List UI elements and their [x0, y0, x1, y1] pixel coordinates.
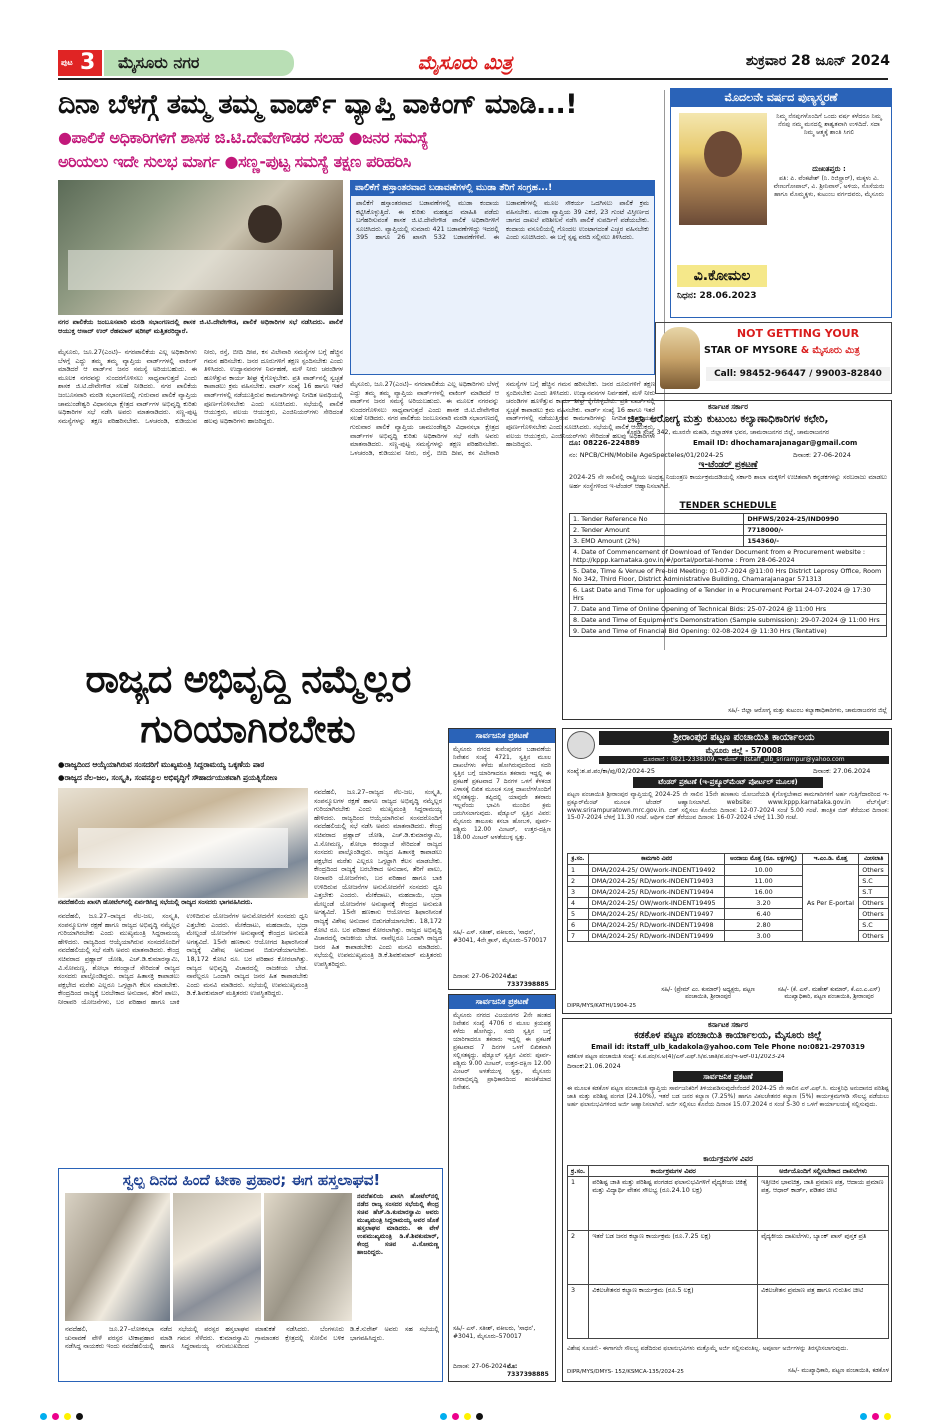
lead-headline: ದಿನಾ ಬೆಳಗ್ಗೆ ತಮ್ಮ ತಮ್ಮ ವಾರ್ಡ್ ವ್ಯಾಪ್ತಿ ವಾಕಿಂಗ್ ಮಾಡಿ...!	[58, 89, 578, 120]
sp-cell-reservation: S.C	[859, 920, 889, 931]
sp-column-header: ಮೀಸಲಾತಿ	[859, 854, 889, 865]
sp-works-table	[567, 853, 889, 942]
muda-box-body: ಪಾಲಿಕೆಗೆ ಹಸ್ತಾಂತರವಾದ ಬಡಾವಣೆಗಳಲ್ಲಿ ಮುಡಾ ಕಂದಾಯ ಕಟ್ಟಿಸಿಕೊಳ್ಳುತ್ತಿದೆ. ಈ ಕುರಿತು ಮಹತ್ವದ ಮಾಹಿತಿ ಪಡೆದು ಬಗೆಹರಿಸುವಂತೆ ಶಾಸಕ ಜಿ.ಟಿ.ದೇವೇಗೌಡ ಪಾಲಿಕೆ ಅಧಿಕಾರಿಗಳಿಗೆ ಸೂಚಿಸಿದರು. ವ್ಯಾಪ್ತಿಯಲ್ಲಿ ಸುಮಾರು 421 ಬಡಾವಣೆಗಳಿದ್ದು ಇದರಲ್ಲಿ 395 ಹಾಗೂ 26 ಖಾಸಗಿ 532 ಬಡಾವಣೆಗಳಿವೆ. ಈ ಬಡಾವಣೆಗಳಲ್ಲಿ ಮೂಲ ಸೌಕರ್ಯ ಒದಗಿಸಲು ಪಾಲಿಕೆ ಕ್ರಮ ವಹಿಸಬೇಕು. ಮುಡಾ ವ್ಯಾಪ್ತಿಯ 39 ಎಕರೆ, 23 ಗುಂಟೆ ವಿಸ್ತೀರ್ಣದ ಜಾಗದ ದಾಖಲೆ ಪರಿಶೀಲನೆ ನಡೆಸಿ ಪಾಲಿಕೆ ಸುಪರ್ದಿಗೆ ಪಡೆಯಬೇಕು. ಕಂದಾಯ ವಸೂಲಿಯಲ್ಲಿ ಗೊಂದಲ ಉಂಟಾಗದಂತೆ ಎಚ್ಚರ ವಹಿಸಬೇಕು ಎಂದು ಸೂಚಿಸಿದರು. ಈ ಬಗ್ಗೆ ಸ್ಪಷ್ಟ ವರದಿ ಸಲ್ಲಿಸಲು ತಿಳಿಸಿದರು.	[356, 199, 649, 242]
masthead-rule	[58, 78, 888, 80]
lead-photo-meeting	[58, 180, 343, 315]
paper-logo: ಮೈಸೂರು ಮಿತ್ರ	[417, 52, 513, 74]
muda-box	[350, 180, 655, 375]
kd-column-header: ಕಾರ್ಯಕ್ರಮಗಳ ವಿವರ	[589, 1166, 758, 1177]
promo-amp: &	[800, 345, 810, 356]
ht-schedule-item: 8. Date and Time of Equipment's Demonstration (Sample submission): 29-07-2024 @ 11:00 Hrs	[570, 615, 887, 626]
sp-cell-work: DMA/2024-25/ RD/work-INDENT19497	[588, 909, 725, 920]
sp-cell-n: 1	[568, 865, 589, 876]
sp-cell-work: DMA/2024-25/ OW/work-INDENT19492	[588, 865, 725, 876]
lead-subheading-2: ಅರಿಯಲು ಇದೇ ಸುಲಭ ಮಾರ್ಗ ●ಸಣ್ಣ-ಪುಟ್ಟ ಸಮಸ್ಯೆ ತಕ್ಷಣ ಪರಿಹರಿಸಿ	[58, 152, 411, 171]
story3-photo-handshake-1	[65, 1193, 170, 1321]
ht-intro: 2024-25 ನೇ ಸಾಲಿನಲ್ಲಿ ರಾಷ್ಟ್ರೀಯ ಅಂಧತ್ವ ನಿಯಂತ್ರಣ ಕಾರ್ಯಕ್ರಮದಡಿಯಲ್ಲಿ ಸರ್ಕಾರಿ ಶಾಲಾ ಮಕ್ಕಳಿಗೆ ಉಚಿತವಾಗಿ ಕನ್ನಡಕಗಳನ್ನು ಸರಬರಾಜು ಮಾಡಲು ಅರ್ಹ ಸಂಸ್ಥೆಗಳಿಂದ ಇ-ಟೆಂಡರ್ ಆಹ್ವಾನಿಸಲಾಗಿದೆ.	[569, 473, 887, 490]
sp-table-row	[568, 865, 889, 876]
kd-ref: ಕಡಕೊಳ ಪಟ್ಟಣ ಪಂಚಾಯಿತಿ ಸಂಖ್ಯೆ: ಕ.ಪ.ಪಂ/ಸ.ಅ(4)/ಎಸ್.ಎಫ್.ಸಿ/ಪ.ಜಾತಿ/ಪ.ಪಂ/ಇ-ಆರ್-01/2023-24	[567, 1054, 785, 1060]
promo-line-1: NOT GETTING YOUR	[736, 327, 860, 340]
sp-cell-n: 5	[568, 909, 589, 920]
registration-mark-magenta-2	[452, 1413, 459, 1420]
story2-body-right: ನವದೆಹಲಿ, ಜೂ.27–ರಾಜ್ಯದ ನೆಲ-ಜಲ, ಸಂಸ್ಕೃತಿ, ಸಂಪನ್ಮೂಲಗಳ ರಕ್ಷಣೆ ಹಾಗೂ ರಾಜ್ಯದ ಅಭಿವೃದ್ಧಿ ನಮ್ಮೆಲ್ಲರ ಗುರಿಯಾಗಿರಬೇಕು ಎಂದು ಮುಖ್ಯಮಂತ್ರಿ ಸಿದ್ದರಾಮಯ್ಯ ಹೇಳಿದರು. ರಾಜ್ಯದಿಂದ ಆಯ್ಕೆಯಾಗಿರುವ ಸಂಸದರೊಂದಿಗೆ ನವದೆಹಲಿಯಲ್ಲಿ ಸಭೆ ನಡೆಸಿ ಅವರು ಮಾತನಾಡಿದರು. ಕೇಂದ್ರ ಸಚಿವರಾದ ಪ್ರಹ್ಲಾದ್ ಜೋಶಿ, ಎಚ್.ಡಿ.ಕುಮಾರಸ್ವಾಮಿ, ವಿ.ಸೋಮಣ್ಣ, ಶೋಭಾ ಕರಂದ್ಲಾಜೆ ಸೇರಿದಂತೆ ರಾಜ್ಯದ ಸಂಸದರು ಪಾಲ್ಗೊಂಡಿದ್ದರು. ರಾಜ್ಯದ ಹಿತಾಸಕ್ತಿ ಕಾಪಾಡಲು ಪಕ್ಷಭೇದ ಮರೆತು ಎಲ್ಲರೂ ಒಗ್ಗಟ್ಟಾಗಿ ಕೆಲಸ ಮಾಡಬೇಕು. ಕೇಂದ್ರದಿಂದ ರಾಜ್ಯಕ್ಕೆ ಬರಬೇಕಾದ ಅನುದಾನ, ತೆರಿಗೆ ಪಾಲು, ನೀರಾವರಿ ಯೋಜನೆಗಳು, ಬರ ಪರಿಹಾರ ಹಾಗೂ ಬಾಕಿ ಉಳಿದಿರುವ ಯೋಜನೆಗಳ ಅನುಮೋದನೆಗೆ ಸಂಸದರು ಧ್ವನಿ ಎತ್ತಬೇಕು ಎಂದರು. ಮೇಕೆದಾಟು, ಮಹದಾಯಿ, ಭದ್ರಾ ಮೇಲ್ದಂಡೆ ಯೋಜನೆಗಳ ಅನುಷ್ಠಾನಕ್ಕೆ ಕೇಂದ್ರದ ಅನುಮತಿ ಅಗತ್ಯವಿದೆ. 15ನೇ ಹಣಕಾಸು ಆಯೋಗದ ಶಿಫಾರಸಿನಂತೆ ರಾಜ್ಯಕ್ಕೆ ವಿಶೇಷ ಅನುದಾನ ಬಿಡುಗಡೆಯಾಗಬೇಕು. 18,172 ಕೋಟಿ ರೂ. ಬರ ಪರಿಹಾರ ಕೋರಲಾಗಿತ್ತು. ರಾಜ್ಯದ ಅಭಿವೃದ್ಧಿ ವಿಚಾರದಲ್ಲಿ ರಾಜಕೀಯ ಬೇಡ. ನಾವೆಲ್ಲರೂ ಒಂದಾಗಿ ರಾಜ್ಯದ ಜನರ ಹಿತ ಕಾಪಾಡಬೇಕು ಎಂದು ಮನವಿ ಮಾಡಿದರು. ಸಭೆಯಲ್ಲಿ ಉಪಮುಖ್ಯಮಂತ್ರಿ ಡಿ.ಕೆ.ಶಿವಕುಮಾರ್ ಮತ್ತಿತರರು ಉಪಸ್ಥಿತರಿದ್ದರು.	[314, 788, 442, 968]
sp-sign-left: ಸಹಿ/- (ಪ್ರೇಮ್ ಎಂ. ಕುಮಾರ್) ಅಧ್ಯಕ್ಷರು, ಪಟ್ಟಣ ಪಂಚಾಯಿತಿ, ಶ್ರೀರಾಂಪುರ	[661, 987, 755, 1000]
ht-schedule-row	[570, 604, 887, 615]
ht-sign: ಸಹಿ/- ಜಿಲ್ಲಾ ಆರೋಗ್ಯ ಮತ್ತು ಕುಟುಂಬ ಕಲ್ಯಾಣಾಧಿಕಾರಿಗಳು, ಚಾಮರಾಜನಗರ ಜಿಲ್ಲೆ	[728, 707, 887, 714]
pn1-date: ದಿನಾಂಕ: 27-06-2024	[453, 973, 507, 980]
lead-subheading-1: ●ಪಾಲಿಕೆ ಅಧಿಕಾರಿಗಳಿಗೆ ಶಾಸಕ ಜಿ.ಟಿ.ದೇವೇಗೌಡರ ಸಲಹೆ ●ಜನರ ಸಮಸ್ಯೆ	[58, 128, 429, 147]
lead-body-continued: ಮೈಸೂರು, ಜೂ.27(ಎಂಟಿ)– ನಗರಪಾಲಿಕೆಯ ಎಲ್ಲ ಅಧಿಕಾರಿಗಳು ಬೆಳಗ್ಗೆ ಎದ್ದು ತಮ್ಮ ತಮ್ಮ ವ್ಯಾಪ್ತಿಯ ವಾರ್ಡ್‌ಗಳಲ್ಲಿ ವಾಕಿಂಗ್ ಮಾಡಿದರೆ ಆ ವಾರ್ಡ್‌ನ ಜನರ ಸಮಸ್ಯೆ ಅರಿಯಬಹುದು. ಈ ಮೂಲಕ ನಗರವನ್ನು ಸುಂದರಗೊಳಿಸಲು ಸಾಧ್ಯವಾಗುತ್ತದೆ ಎಂದು ಶಾಸಕ ಜಿ.ಟಿ.ದೇವೇಗೌಡ ಸಲಹೆ ನೀಡಿದರು. ನಗರ ಪಾಲಿಕೆಯ ಜಂಬೂಸವಾರಿ ಮರಡಿ ಸಭಾಂಗಣದಲ್ಲಿ ಗುರುವಾರ ಪಾಲಿಕೆ ವ್ಯಾಪ್ತಿಯ ಚಾಮುಂಡೇಶ್ವರಿ ವಿಧಾನಸಭಾ ಕ್ಷೇತ್ರದ ವಾರ್ಡ್‌ಗಳ ಅಭಿವೃದ್ಧಿ ಕುರಿತು ಅಧಿಕಾರಿಗಳ ಸಭೆ ನಡೆಸಿ ಅವರು ಮಾತನಾಡಿದರು. ಸಣ್ಣ-ಪುಟ್ಟ ಸಮಸ್ಯೆಗಳನ್ನು ತಕ್ಷಣ ಪರಿಹರಿಸಬೇಕು. ಒಳಚರಂಡಿ, ಕುಡಿಯುವ ನೀರು, ರಸ್ತೆ, ಬೀದಿ ದೀಪ, ಕಸ ವಿಲೇವಾರಿ ಸಮಸ್ಯೆಗಳ ಬಗ್ಗೆ ಹೆಚ್ಚಿನ ಗಮನ ಹರಿಸಬೇಕು. ಜನರ ದೂರುಗಳಿಗೆ ತಕ್ಷಣ ಸ್ಪಂದಿಸಬೇಕು ಎಂದು ತಿಳಿಸಿದರು. ಉದ್ಯಾನವನಗಳ ನಿರ್ವಹಣೆ, ಮಳೆ ನೀರು ಚರಂಡಿಗಳ ಹೂಳೆತ್ತುವ ಕಾರ್ಯ ಶೀಘ್ರ ಕೈಗೊಳ್ಳಬೇಕು. ಪ್ರತಿ ವಾರ್ಡ್‌ನಲ್ಲಿ ಸ್ವಚ್ಛತೆ ಕಾಪಾಡಲು ಕ್ರಮ ವಹಿಸಬೇಕು. ವಾರ್ಡ್ ಸಂಖ್ಯೆ 16 ಹಾಗೂ ಇತರೆ ವಾರ್ಡ್‌ಗಳಲ್ಲಿ ನಡೆಯುತ್ತಿರುವ ಕಾಮಗಾರಿಗಳನ್ನು ನಿಗದಿತ ಅವಧಿಯಲ್ಲಿ ಪೂರ್ಣಗೊಳಿಸಬೇಕು ಎಂದು ಸೂಚಿಸಿದರು. ಸಭೆಯಲ್ಲಿ ಪಾಲಿಕೆ ಆಯುಕ್ತರು, ವಲಯ ಆಯುಕ್ತರು, ಎಂಜಿನಿಯರ್‌ಗಳು ಸೇರಿದಂತೆ ಹಲವು ಅಧಿಕಾರಿಗಳು ಹಾಜರಿದ್ದರು.	[350, 380, 655, 457]
obituary-death-date: ನಿಧನ: 28.06.2023	[677, 291, 757, 301]
sp-cell-reservation: S.C	[859, 876, 889, 887]
registration-mark-black-2	[476, 1413, 483, 1420]
ht-schedule-value: DHFWS/2024-25/IND0990	[744, 514, 887, 525]
story3-side-text: ನವದೆಹಲಿಯ ಖಾಸಗಿ ಹೋಟೆಲ್‌ನಲ್ಲಿ ನಡೆದ ರಾಜ್ಯ ಸಂಸದರ ಸಭೆಯಲ್ಲಿ ಕೇಂದ್ರ ಸಚಿವ ಹೆಚ್.ಡಿ.ಕುಮಾರಸ್ವಾಮಿ ಅವರು ಮುಖ್ಯಮಂತ್ರಿ ಸಿದ್ದರಾಮಯ್ಯ ಅವರ ಜೊತೆ ಹಸ್ತಲಾಘವ ಮಾಡಿದರು. ಈ ವೇಳೆ ಉಪಮುಖ್ಯಮಂತ್ರಿ ಡಿ.ಕೆ.ಶಿವಕುಮಾರ್, ಕೇಂದ್ರ ಸಚಿವ ವಿ.ಸೋಮಣ್ಣ ಹಾಜರಿದ್ದರು.	[357, 1193, 439, 1256]
registration-mark-black	[76, 1413, 83, 1420]
ht-email: Email ID: dhochamarajanagar@gmail.com	[693, 439, 858, 447]
ht-schedule-item: 3. EMD Amount (2%)	[570, 536, 744, 547]
muda-box-title: ಪಾಲಿಕೆಗೆ ಹಸ್ತಾಂತರವಾದ ಬಡಾವಣೆಗಳಲ್ಲಿ ಮುಡಾ ತೆರಿಗೆ ಸಂಗ್ರಹ...!	[351, 181, 654, 196]
story2-headline-2: ಗುರಿಯಾಗಿರಬೇಕು	[140, 707, 356, 751]
section-name: ಮೈಸೂರು ನಗರ	[118, 53, 200, 72]
story2-photo-delegation	[58, 788, 308, 898]
obituary-photo	[679, 113, 767, 225]
registration-mark-yellow-3	[884, 1413, 891, 1420]
kd-cell-n: 3	[568, 1285, 589, 1339]
sp-cell-reservation: Others	[859, 898, 889, 909]
ht-office: ಜಿಲ್ಲಾ ಆರೋಗ್ಯ ಮತ್ತು ಕುಟುಂಬ ಕಲ್ಯಾಣಾಧಿಕಾರಿಗಳ ಕಛೇರಿ,	[627, 413, 829, 425]
sp-column-header: ಕಾಮಗಾರಿ ವಿವರ	[588, 854, 725, 865]
kd-table-row	[568, 1177, 889, 1231]
masthead	[0, 0, 945, 80]
sp-district: ಮೈಸೂರು ಜಿಲ್ಲೆ - 570008	[705, 746, 783, 755]
sp-cell-amt: 11.00	[725, 876, 802, 887]
ht-phone: ದೂ: 08226-224889	[569, 439, 640, 447]
kd-note: ವಿಶೇಷ ಸೂಚನೆ:- ಈಗಾಗಲೇ ಸೌಲಭ್ಯ ಪಡೆದಿರುವ ಫಲಾನುಭವಿಗಳು ಮತ್ತೊಮ್ಮೆ ಅರ್ಜಿ ಸಲ್ಲಿಸುವಂತಿಲ್ಲ. ಅಪೂರ್ಣ ಅರ್ಜಿಗಳನ್ನು ತಿರಸ್ಕರಿಸಲಾಗುವುದು.	[567, 1345, 849, 1352]
kd-cell-docs: ವೈದ್ಯಕೀಯ ದಾಖಲೆಗಳು, ಬ್ಯಾಂಕ್ ಪಾಸ್ ಪುಸ್ತಕ ಪ್ರತಿ	[758, 1231, 889, 1285]
pn1-title: ಸಾರ್ವಜನಿಕ ಪ್ರಕಟಣೆ	[449, 729, 555, 743]
obituary-tribute: ನಿಮ್ಮ ನೆನಪುಗಳೊಂದಿಗೆ ಒಂದು ವರ್ಷ ಕಳೆದರೂ ನಿಮ್ಮ ನೆನಪು ನಮ್ಮ ಮನದಲ್ಲಿ ಶಾಶ್ವತವಾಗಿ ಉಳಿದಿದೆ. ಸದಾ ನಿಮ್ಮ ಆತ್ಮಕ್ಕೆ ಶಾಂತಿ ಸಿಗಲಿ	[776, 113, 882, 136]
kd-office: ಕಡಕೊಳ ಪಟ್ಟಣ ಪಂಚಾಯಿತಿ ಕಾರ್ಯಾಲಯ, ಮೈಸೂರು ಜಿಲ್ಲೆ	[634, 1030, 822, 1041]
pn2-date: ದಿನಾಂಕ: 27-06-2024	[453, 1363, 507, 1370]
ht-date: ದಿನಾಂಕ: 27-06-2024	[793, 451, 851, 459]
pn2-body: ಮೈಸೂರು ನಗರದ ವಿಜಯನಗರ 2ನೇ ಹಂತದ ನಿವೇಶನ ಸಂಖ್ಯೆ 4706 ರ ಮೂಲ ಕ್ರಯಪತ್ರ ಕಳೆದು ಹೋಗಿದ್ದು, ಸದರಿ ಸ್ವತ್ತಿನ ಬಗ್ಗೆ ಯಾರಿಗಾದರೂ ತಕರಾರು ಇದ್ದಲ್ಲಿ ಈ ಪ್ರಕಟಣೆ ಪ್ರಕಟವಾದ 7 ದಿನಗಳ ಒಳಗೆ ಲಿಖಿತವಾಗಿ ಸಲ್ಲಿಸತಕ್ಕದ್ದು. ಷೆಡ್ಯೂಲ್ ಸ್ವತ್ತಿನ ವಿವರ: ಪೂರ್ವ-ಪಶ್ಚಿಮ 9.00 ಮೀಟರ್, ಉತ್ತರ-ದಕ್ಷಿಣ 12.00 ಮೀಟರ್ ಅಳತೆಯುಳ್ಳ ಸ್ವತ್ತು, ಮೈಸೂರು ನಗರಾಭಿವೃದ್ಧಿ ಪ್ರಾಧಿಕಾರದಿಂದ ಹಂಚಿಕೆಯಾದ ನಿವೇಶನ.	[453, 1012, 551, 1091]
sp-cell-amt: 16.00	[725, 887, 802, 898]
kd-cell-docs: ಇತ್ತೀಚಿನ ಭಾವಚಿತ್ರ, ಜಾತಿ ಪ್ರಮಾಣ ಪತ್ರ, ಆದಾಯ ಪ್ರಮಾಣ ಪತ್ರ, ಆಧಾರ್ ಕಾರ್ಡ್, ಪಡಿತರ ಚೀಟಿ	[758, 1177, 889, 1231]
sp-title: ಟೆಂಡರ್ ಪ್ರಕಟಣೆ (ಇ-ಪ್ರಕ್ಯೂರ್‌ಮೆಂಟ್ ಪೋರ್ಟಲ್ ಮೂಲಕ)	[633, 777, 823, 788]
kd-column-header: ಅರ್ಜಿಯೊಂದಿಗೆ ಸಲ್ಲಿಸಬೇಕಾದ ದಾಖಲೆಗಳು	[758, 1166, 889, 1177]
registration-mark-magenta-3	[872, 1413, 879, 1420]
sp-cell-n: 2	[568, 876, 589, 887]
sp-cell-n: 3	[568, 887, 589, 898]
sp-cell-emd: As Per E-portal	[802, 865, 859, 942]
sp-cell-amt: 3.00	[725, 931, 802, 942]
promo-mysuru-mitra: ಮೈಸೂರು ಮಿತ್ರ	[812, 345, 860, 356]
sp-sign-right: ಸಹಿ/- (ಕೆ. ಎಸ್. ಮಹೇಶ್ ಕುಮಾರ್, ಕೆ.ಎಂ.ಎ.ಎಸ್) ಮುಖ್ಯಾಧಿಕಾರಿ, ಪಟ್ಟಣ ಪಂಚಾಯಿತಿ, ಶ್ರೀರಾಂಪುರ	[777, 987, 881, 1000]
story2-sub-1: ●ರಾಜ್ಯದಿಂದ ಆಯ್ಕೆಯಾಗಿರುವ ಸಂಸದರಿಗೆ ಮುಖ್ಯಮಂತ್ರಿ ಸಿದ್ದರಾಮಯ್ಯ ಒಕ್ಕಣೆಯ ಪಾಠ	[58, 760, 265, 769]
sp-date: ದಿನಾಂಕ: 27.06.2024	[813, 767, 871, 775]
ht-schedule-value: 154360/-	[744, 536, 887, 547]
ht-schedule-row	[570, 514, 887, 525]
sp-cell-n: 7	[568, 931, 589, 942]
section-tab	[104, 50, 294, 76]
ht-ref: ನಂ: NPCB/CHN/Mobile AgeSpecteles/01/2024-25	[569, 451, 724, 459]
sp-cell-reservation: S.T	[859, 887, 889, 898]
ht-schedule-item: 5. Date, Time & Venue of Pre-bid Meeting: 01-07-2024 @11:00 Hrs District Leprosy Office, Room No 342, Third Floor, District Administrative Building, Chamarajanagar 571313	[570, 566, 887, 585]
sp-cell-work: DMA/2024-25/ OW/work-INDENT19495	[588, 898, 725, 909]
registration-mark-magenta	[52, 1413, 59, 1420]
ht-schedule-item: 6. Last Date and Time for uploading of e Tender in e Procurement Portal 24-07-2024 @ 17:30 Hrs	[570, 585, 887, 604]
promo-call: Call: 98452-96447 / 99003-82840	[706, 367, 890, 381]
sp-cell-reservation: Others	[859, 931, 889, 942]
pn1-sign: ಸಹಿ/- ಎಸ್. ಸತೀಶ್, ವಕೀಲರು, 'ಸಾಧನ', #3041, 4ನೇ ಕ್ರಾಸ್, ಮೈಸೂರು–570017	[453, 929, 547, 944]
kd-cell-n: 1	[568, 1177, 589, 1231]
sp-cell-amt: 10.00	[725, 865, 802, 876]
ht-schedule-row	[570, 536, 887, 547]
kd-table-title: ಕಾರ್ಯಕ್ರಮಗಳ ವಿವರ	[703, 1155, 753, 1163]
pn1-body: ಮೈಸೂರು ನಗರದ ಕುವೆಂಪುನಗರ ಬಡಾವಣೆಯ ನಿವೇಶನ ಸಂಖ್ಯೆ 4721, ಸ್ವತ್ತಿನ ಮೂಲ ದಾಖಲೆಗಳು ಕಳೆದು ಹೋಗಿರುವುದರಿಂದ ಸದರಿ ಸ್ವತ್ತಿನ ಬಗ್ಗೆ ಯಾರಿಗಾದರೂ ತಕರಾರು ಇದ್ದಲ್ಲಿ ಈ ಪ್ರಕಟಣೆ ಪ್ರಕಟವಾದ 7 ದಿನಗಳ ಒಳಗೆ ಕೆಳಕಂಡ ವಿಳಾಸಕ್ಕೆ ಲಿಖಿತ ಮೂಲಕ ಸೂಕ್ತ ದಾಖಲೆಗಳೊಂದಿಗೆ ಸಲ್ಲಿಸತಕ್ಕದ್ದು. ತಪ್ಪಿದಲ್ಲಿ ಯಾವುದೇ ತಕರಾರು ಇಲ್ಲವೆಂದು ಭಾವಿಸಿ ಮುಂದಿನ ಕ್ರಮ ಜರುಗಿಸಲಾಗುವುದು. ಷೆಡ್ಯೂಲ್ ಸ್ವತ್ತಿನ ವಿವರ: ಮೈಸೂರು ತಾಲೂಕು ಕಸಬಾ ಹೋಬಳಿ, ಪೂರ್ವ-ಪಶ್ಚಿಮ 12.00 ಮೀಟರ್, ಉತ್ತರ-ದಕ್ಷಿಣ 18.00 ಮೀಟರ್ ಅಳತೆಯುಳ್ಳ ಸ್ವತ್ತು.	[453, 746, 551, 841]
kd-date: ದಿನಾಂಕ:21.06.2024	[567, 1063, 621, 1070]
obituary-mourners-label: ದುಃಖತಪ್ತರು :	[812, 165, 846, 173]
kd-govt: ಕರ್ನಾಟಕ ಸರ್ಕಾರ	[708, 1021, 748, 1029]
ht-schedule-item: 2. Tender Amount	[570, 525, 744, 536]
pn1-mobile: ಮೊ: 7337398885	[507, 973, 549, 988]
sp-cell-n: 4	[568, 898, 589, 909]
kd-cell-docs: ವಿಕಲಚೇತನ ಪ್ರಮಾಣ ಪತ್ರ ಹಾಗೂ ಗುರುತಿನ ಚೀಟಿ	[758, 1285, 889, 1339]
issue-date: ಶುಕ್ರವಾರ 28 ಜೂನ್ 2024	[745, 53, 890, 69]
subscription-promo	[655, 322, 892, 394]
kd-code: DIPR/MYS/DMYS- 152/KSMCA-135/2024-25	[567, 1369, 684, 1375]
page-number: 3	[80, 50, 96, 75]
sp-column-header: ಅಂದಾಜು ಮೊತ್ತ (ರೂ. ಲಕ್ಷಗಳಲ್ಲಿ)	[725, 854, 802, 865]
ht-title: ಇ-ಟೆಂಡರ್ ಪ್ರಕಟಣೆ	[698, 460, 758, 470]
sp-cell-amt: 6.40	[725, 909, 802, 920]
kd-title: ಸಾರ್ವಜನಿಕ ಪ್ರಕಟಣೆ	[673, 1071, 783, 1082]
kd-intro: ಈ ಮೂಲಕ ಕಡಕೊಳ ಪಟ್ಟಣ ಪಂಚಾಯಿತಿ ವ್ಯಾಪ್ತಿಯ ಸಾರ್ವಜನಿಕರಿಗೆ ತಿಳಿಯಪಡಿಸುವುದೇನೆಂದರೆ 2024-25 ನೇ ಸಾಲಿನ ಎಸ್.ಎಫ್.ಸಿ. ಮುಕ್ತನಿಧಿ ಅನುದಾನದ ಪರಿಶಿಷ್ಟ ಜಾತಿ ಮತ್ತು ಪರಿಶಿಷ್ಟ ಪಂಗಡ (24.10%), ಇತರೆ ಬಡ ಜನರ ಕಲ್ಯಾಣ (7.25%) ಹಾಗೂ ವಿಕಲಚೇತನರ ಕಲ್ಯಾಣ (5%) ಕಾರ್ಯಕ್ರಮಗಳಡಿ ಸೌಲಭ್ಯ ಪಡೆಯಲು ಅರ್ಹ ಫಲಾನುಭವಿಗಳಿಂದ ಅರ್ಜಿ ಆಹ್ವಾನಿಸಲಾಗಿದೆ. ಅರ್ಜಿ ಸಲ್ಲಿಸಲು ಕೊನೆಯ ದಿನಾಂಕ 15.07.2024 ರ ಸಂಜೆ 5-30 ರ ಒಳಗೆ ಕಾರ್ಯಾಲಯಕ್ಕೆ ಸಲ್ಲಿಸುವುದು.	[567, 1085, 889, 1108]
sp-contact: ದೂರವಾಣಿ : 0821-2338109, ಇ-ಮೇಲ್ : itstaff_ulb_srirampur@yahoo.com	[599, 756, 889, 764]
registration-mark-cyan-3	[860, 1413, 867, 1420]
sp-cell-work: DMA/2024-25/ RD/work-INDENT19498	[588, 920, 725, 931]
sp-cell-n: 6	[568, 920, 589, 931]
sp-emblem	[567, 731, 595, 759]
mascot-figure	[660, 327, 700, 389]
ht-schedule-row	[570, 525, 887, 536]
sp-cell-amt: 3.20	[725, 898, 802, 909]
health-tender-notice	[562, 400, 892, 720]
ht-govt: ಕರ್ನಾಟಕ ಸರ್ಕಾರ	[708, 403, 748, 411]
story3-headline: ಸ್ವಲ್ಪ ದಿನದ ಹಿಂದೆ ಟೀಕಾ ಪ್ರಹಾರ; ಈಗ ಹಸ್ತಲಾಘವ!	[122, 1171, 381, 1189]
pn2-mobile: ಮೊ: 7337398885	[507, 1363, 549, 1378]
obituary-title: ಮೊದಲನೇ ವರ್ಷದ ಪುಣ್ಯಸ್ಮರಣೆ	[671, 89, 891, 107]
srirampura-tender-notice	[562, 728, 892, 1014]
story3-body: ನವದೆಹಲಿ, ಜೂ.27–ಲೋಕಸಭಾ ಚುನಾವಣೆ ವೇಳೆ ಪರಸ್ಪರ ಟೀಕಾಪ್ರಹಾರ ನಡೆಸಿದ್ದ ನಾಯಕರು ಇಂದು ನವದೆಹಲಿಯಲ್ಲಿ ನಡೆದ ಸಭೆಯಲ್ಲಿ ಪರಸ್ಪರ ಹಸ್ತಲಾಘವ ಮಾಡಿ ಗಮನ ಸೆಳೆದರು. ಕುಮಾರಸ್ವಾಮಿ ಹಾಗೂ ಸಿದ್ದರಾಮಯ್ಯ ನಗುಮುಖದಿಂದ ಮಾತುಕತೆ ನಡೆಸಿದರು. ಬೆಂಗಳೂರು ಗ್ರಾಮಾಂತರ ಕ್ಷೇತ್ರದಲ್ಲಿ ಸೋಲಿನ ಬಳಿಕ ಡಿ.ಕೆ.ಸುರೇಶ್ ಅವರು ಸಹ ಸಭೆಯಲ್ಲಿ ಭಾಗವಹಿಸಿದ್ದರು.	[65, 1325, 439, 1351]
sp-cell-reservation: Others	[859, 909, 889, 920]
sp-header-row	[568, 854, 889, 865]
story2-sub-2: ●ರಾಜ್ಯದ ನೆಲ-ಜಲ, ಸಂಸ್ಕೃತಿ, ಸಂಪನ್ಮೂಲ ಅಭಿವೃದ್ಧಿಗೆ ಸೌಹಾರ್ದಯುತವಾಗಿ ಪ್ರಯತ್ನಿಸೋಣ	[58, 773, 278, 782]
kd-header-row	[568, 1166, 889, 1177]
ht-schedule-table	[569, 513, 887, 637]
kadakola-notice	[562, 1018, 892, 1382]
kd-table-row	[568, 1231, 889, 1285]
obituary-box	[670, 88, 892, 318]
kd-column-header: ಕ್ರ.ಸಂ.	[568, 1166, 589, 1177]
registration-mark-cyan-2	[440, 1413, 447, 1420]
kd-sign: ಸಹಿ/- ಮುಖ್ಯಾಧಿಕಾರಿ, ಪಟ್ಟಣ ಪಂಚಾಯಿತಿ, ಕಡಕೊಳ	[787, 1367, 889, 1374]
registration-mark-yellow-2	[464, 1413, 471, 1420]
page-word: ಪುಟ	[61, 58, 73, 67]
ht-schedule-item: 7. Date and Time of Online Opening of Technical Bids: 25-07-2024 @ 11:00 Hrs	[570, 604, 887, 615]
story2-headline-1: ರಾಜ್ಯದ ಅಭಿವೃದ್ಧಿ ನಮ್ಮೆಲ್ಲರ	[85, 657, 411, 701]
ht-schedule-row	[570, 566, 887, 585]
sp-cell-work: DMA/2024-25/ RD/work-INDENT19494	[588, 887, 725, 898]
ht-schedule-title: TENDER SCHEDULE	[679, 501, 777, 511]
sp-code: DIPR/MYS/KATHI/1904-25	[567, 1003, 637, 1009]
pn2-title: ಸಾರ್ವಜನಿಕ ಪ್ರಕಟಣೆ	[449, 995, 555, 1009]
promo-star-of-mysore: STAR OF MYSORE	[704, 345, 798, 356]
story3-photo-group	[264, 1193, 352, 1321]
ht-schedule-item: 9. Date and Time of Financial Bid Opening: 02-08-2024 @ 11:30 Hrs (Tentative)	[570, 626, 887, 637]
kd-contact: Email id: itstaff_ulb_kadakola@yahoo.com Tele Phone no:0821-2970319	[591, 1043, 865, 1051]
obituary-name: ವಿ.ಕೋಮಲ	[677, 265, 767, 287]
sp-cell-amt: 2.80	[725, 920, 802, 931]
ht-schedule-value: 7718000/-	[744, 525, 887, 536]
kd-programs-table	[567, 1165, 889, 1339]
public-notice-1	[448, 728, 556, 990]
sp-cell-work: DMA/2024-25/ RD/work-INDENT19499	[588, 931, 725, 942]
ht-address: ಕೊಠಡಿ ಸಂಖ್ಯೆ 342, ಮೂರನೇ ಮಹಡಿ, ಜಿಲ್ಲಾಡಳಿತ ಭವನ, ಚಾಮರಾಜನಗರ ಜಿಲ್ಲೆ, ಚಾಮರಾಜನಗರ	[626, 429, 830, 436]
pn2-sign: ಸಹಿ/- ಎಸ್. ಸತೀಶ್, ವಕೀಲರು, 'ಸಾಧನ', #3041, ಮೈಸೂರು–570017	[453, 1325, 536, 1340]
story3-box	[58, 1168, 443, 1382]
kd-cell-n: 2	[568, 1231, 589, 1285]
registration-mark-cyan	[40, 1413, 47, 1420]
sp-office: ಶ್ರೀರಾಂಪುರ ಪಟ್ಟಣ ಪಂಚಾಯಿತಿ ಕಾರ್ಯಾಲಯ	[599, 731, 889, 745]
story2-body-left: ನವದೆಹಲಿ, ಜೂ.27–ರಾಜ್ಯದ ನೆಲ-ಜಲ, ಸಂಸ್ಕೃತಿ, ಸಂಪನ್ಮೂಲಗಳ ರಕ್ಷಣೆ ಹಾಗೂ ರಾಜ್ಯದ ಅಭಿವೃದ್ಧಿ ನಮ್ಮೆಲ್ಲರ ಗುರಿಯಾಗಿರಬೇಕು ಎಂದು ಮುಖ್ಯಮಂತ್ರಿ ಸಿದ್ದರಾಮಯ್ಯ ಹೇಳಿದರು. ರಾಜ್ಯದಿಂದ ಆಯ್ಕೆಯಾಗಿರುವ ಸಂಸದರೊಂದಿಗೆ ನವದೆಹಲಿಯಲ್ಲಿ ಸಭೆ ನಡೆಸಿ ಅವರು ಮಾತನಾಡಿದರು. ಕೇಂದ್ರ ಸಚಿವರಾದ ಪ್ರಹ್ಲಾದ್ ಜೋಶಿ, ಎಚ್.ಡಿ.ಕುಮಾರಸ್ವಾಮಿ, ವಿ.ಸೋಮಣ್ಣ, ಶೋಭಾ ಕರಂದ್ಲಾಜೆ ಸೇರಿದಂತೆ ರಾಜ್ಯದ ಸಂಸದರು ಪಾಲ್ಗೊಂಡಿದ್ದರು. ರಾಜ್ಯದ ಹಿತಾಸಕ್ತಿ ಕಾಪಾಡಲು ಪಕ್ಷಭೇದ ಮರೆತು ಎಲ್ಲರೂ ಒಗ್ಗಟ್ಟಾಗಿ ಕೆಲಸ ಮಾಡಬೇಕು. ಕೇಂದ್ರದಿಂದ ರಾಜ್ಯಕ್ಕೆ ಬರಬೇಕಾದ ಅನುದಾನ, ತೆರಿಗೆ ಪಾಲು, ನೀರಾವರಿ ಯೋಜನೆಗಳು, ಬರ ಪರಿಹಾರ ಹಾಗೂ ಬಾಕಿ ಉಳಿದಿರುವ ಯೋಜನೆಗಳ ಅನುಮೋದನೆಗೆ ಸಂಸದರು ಧ್ವನಿ ಎತ್ತಬೇಕು ಎಂದರು. ಮೇಕೆದಾಟು, ಮಹದಾಯಿ, ಭದ್ರಾ ಮೇಲ್ದಂಡೆ ಯೋಜನೆಗಳ ಅನುಷ್ಠಾನಕ್ಕೆ ಕೇಂದ್ರದ ಅನುಮತಿ ಅಗತ್ಯವಿದೆ. 15ನೇ ಹಣಕಾಸು ಆಯೋಗದ ಶಿಫಾರಸಿನಂತೆ ರಾಜ್ಯಕ್ಕೆ ವಿಶೇಷ ಅನುದಾನ ಬಿಡುಗಡೆಯಾಗಬೇಕು. 18,172 ಕೋಟಿ ರೂ. ಬರ ಪರಿಹಾರ ಕೋರಲಾಗಿತ್ತು. ರಾಜ್ಯದ ಅಭಿವೃದ್ಧಿ ವಿಚಾರದಲ್ಲಿ ರಾಜಕೀಯ ಬೇಡ. ನಾವೆಲ್ಲರೂ ಒಂದಾಗಿ ರಾಜ್ಯದ ಜನರ ಹಿತ ಕಾಪಾಡಬೇಕು ಎಂದು ಮನವಿ ಮಾಡಿದರು. ಸಭೆಯಲ್ಲಿ ಉಪಮುಖ್ಯಮಂತ್ರಿ ಡಿ.ಕೆ.ಶಿವಕುಮಾರ್ ಮತ್ತಿತರರು ಉಪಸ್ಥಿತರಿದ್ದರು.	[58, 912, 308, 1006]
obituary-mourners: ಪತಿ: ಪಿ. ವೆಂಕಟೇಶ್ (ನಿ. ರಿಜಿಸ್ಟ್ರಾರ್), ಮಕ್ಕಳು ವಿ. ವೇಣುಗೋಪಾಲ್, ವಿ. ಶ್ರೀನಿವಾಸ್, ಅಳಿಯ, ಸೊಸೆಯರು ಹಾಗೂ ಮೊಮ್ಮಕ್ಕಳು, ಕುಟುಂಬ ವರ್ಗದವರು, ಮೈಸೂರು	[773, 175, 885, 198]
sp-ref: ಸಂಖ್ಯೆ:ಶ.ಪ.ಪಂ/ಕಾ/ಪು/02/2024-25	[567, 767, 656, 775]
kd-cell-prog: ಇತರೆ ಬಡ ಜನರ ಕಲ್ಯಾಣ ಕಾರ್ಯಕ್ರಮ (ರೂ.7.25 ಲಕ್ಷ)	[589, 1231, 758, 1285]
lead-body: ಮೈಸೂರು, ಜೂ.27(ಎಂಟಿ)– ನಗರಪಾಲಿಕೆಯ ಎಲ್ಲ ಅಧಿಕಾರಿಗಳು ಬೆಳಗ್ಗೆ ಎದ್ದು ತಮ್ಮ ತಮ್ಮ ವ್ಯಾಪ್ತಿಯ ವಾರ್ಡ್‌ಗಳಲ್ಲಿ ವಾಕಿಂಗ್ ಮಾಡಿದರೆ ಆ ವಾರ್ಡ್‌ನ ಜನರ ಸಮಸ್ಯೆ ಅರಿಯಬಹುದು. ಈ ಮೂಲಕ ನಗರವನ್ನು ಸುಂದರಗೊಳಿಸಲು ಸಾಧ್ಯವಾಗುತ್ತದೆ ಎಂದು ಶಾಸಕ ಜಿ.ಟಿ.ದೇವೇಗೌಡ ಸಲಹೆ ನೀಡಿದರು. ನಗರ ಪಾಲಿಕೆಯ ಜಂಬೂಸವಾರಿ ಮರಡಿ ಸಭಾಂಗಣದಲ್ಲಿ ಗುರುವಾರ ಪಾಲಿಕೆ ವ್ಯಾಪ್ತಿಯ ಚಾಮುಂಡೇಶ್ವರಿ ವಿಧಾನಸಭಾ ಕ್ಷೇತ್ರದ ವಾರ್ಡ್‌ಗಳ ಅಭಿವೃದ್ಧಿ ಕುರಿತು ಅಧಿಕಾರಿಗಳ ಸಭೆ ನಡೆಸಿ ಅವರು ಮಾತನಾಡಿದರು. ಸಣ್ಣ-ಪುಟ್ಟ ಸಮಸ್ಯೆಗಳನ್ನು ತಕ್ಷಣ ಪರಿಹರಿಸಬೇಕು. ಒಳಚರಂಡಿ, ಕುಡಿಯುವ ನೀರು, ರಸ್ತೆ, ಬೀದಿ ದೀಪ, ಕಸ ವಿಲೇವಾರಿ ಸಮಸ್ಯೆಗಳ ಬಗ್ಗೆ ಹೆಚ್ಚಿನ ಗಮನ ಹರಿಸಬೇಕು. ಜನರ ದೂರುಗಳಿಗೆ ತಕ್ಷಣ ಸ್ಪಂದಿಸಬೇಕು ಎಂದು ತಿಳಿಸಿದರು. ಉದ್ಯಾನವನಗಳ ನಿರ್ವಹಣೆ, ಮಳೆ ನೀರು ಚರಂಡಿಗಳ ಹೂಳೆತ್ತುವ ಕಾರ್ಯ ಶೀಘ್ರ ಕೈಗೊಳ್ಳಬೇಕು. ಪ್ರತಿ ವಾರ್ಡ್‌ನಲ್ಲಿ ಸ್ವಚ್ಛತೆ ಕಾಪಾಡಲು ಕ್ರಮ ವಹಿಸಬೇಕು. ವಾರ್ಡ್ ಸಂಖ್ಯೆ 16 ಹಾಗೂ ಇತರೆ ವಾರ್ಡ್‌ಗಳಲ್ಲಿ ನಡೆಯುತ್ತಿರುವ ಕಾಮಗಾರಿಗಳನ್ನು ನಿಗದಿತ ಅವಧಿಯಲ್ಲಿ ಪೂರ್ಣಗೊಳಿಸಬೇಕು ಎಂದು ಸೂಚಿಸಿದರು. ಸಭೆಯಲ್ಲಿ ಪಾಲಿಕೆ ಆಯುಕ್ತರು, ವಲಯ ಆಯುಕ್ತರು, ಎಂಜಿನಿಯರ್‌ಗಳು ಸೇರಿದಂತೆ ಹಲವು ಅಧಿಕಾರಿಗಳು ಹಾಜರಿದ್ದರು.	[58, 348, 343, 425]
ht-schedule-row	[570, 585, 887, 604]
ht-schedule-item: 4. Date of Commencement of Download of Tender Document from e Procurement website : http://kppp.karnataka.gov.in/#/portal/portal-home : From 28-06-2024	[570, 547, 887, 566]
lead-photo-caption: ನಗರ ಪಾಲಿಕೆಯ ಜಂಬೂಸವಾರಿ ಮರಡಿ ಸಭಾಂಗಣದಲ್ಲಿ ಶಾಸಕ ಜಿ.ಟಿ.ದೇವೇಗೌಡ, ಪಾಲಿಕೆ ಅಧಿಕಾರಿಗಳ ಸಭೆ ನಡೆಸಿದರು. ಪಾಲಿಕೆ ಆಯುಕ್ತ ಆಸಾದ್ ಉರ್ ರೆಹಮಾನ್ ಷರೀಫ್ ಮತ್ತಿತರರಿದ್ದಾರೆ.	[58, 318, 343, 335]
sp-column-header: ಇ.ಎಂ.ಡಿ. ಮೊತ್ತ	[802, 854, 859, 865]
kd-cell-prog: ಪರಿಶಿಷ್ಟ ಜಾತಿ ಮತ್ತು ಪರಿಶಿಷ್ಟ ಪಂಗಡದ ಫಲಾನುಭವಿಗಳಿಗೆ ವೈದ್ಯಕೀಯ ಚಿಕಿತ್ಸೆ ಮತ್ತು ವಿದ್ಯಾರ್ಥಿ ವೇತನ ಸೌಲಭ್ಯ (ರೂ.24.10 ಲಕ್ಷ)	[589, 1177, 758, 1231]
sp-column-header: ಕ್ರ.ಸಂ.	[568, 854, 589, 865]
registration-mark-yellow	[64, 1413, 71, 1420]
ht-schedule-item: 1. Tender Reference No	[570, 514, 744, 525]
sp-cell-reservation: Others	[859, 865, 889, 876]
ht-schedule-row	[570, 547, 887, 566]
ht-schedule-row	[570, 615, 887, 626]
page-number-badge	[58, 50, 102, 76]
sp-cell-work: DMA/2024-25/ RD/work-INDENT19493	[588, 876, 725, 887]
kd-table-row	[568, 1285, 889, 1339]
kd-cell-prog: ವಿಕಲಚೇತನರ ಕಲ್ಯಾಣ ಕಾರ್ಯಕ್ರಮ (ರೂ.5 ಲಕ್ಷ)	[589, 1285, 758, 1339]
story3-photo-handshake-2	[173, 1193, 261, 1321]
public-notice-2	[448, 994, 556, 1382]
ht-schedule-row	[570, 626, 887, 637]
sp-intro: ಪಟ್ಟಣ ಪಂಚಾಯಿತಿ ಶ್ರೀರಾಂಪುರ ವ್ಯಾಪ್ತಿಯಲ್ಲಿ 2024-25 ನೇ ಸಾಲಿನ 15ನೇ ಹಣಕಾಸು ಯೋಜನೆಯಡಿ ಕೈಗೊಳ್ಳಬೇಕಾದ ಕಾಮಗಾರಿಗಳಿಗೆ ಅರ್ಹ ಗುತ್ತಿಗೆದಾರರಿಂದ ಇ-ಪ್ರಕ್ಯೂರ್‌ಮೆಂಟ್ ಮೂಲಕ ಟೆಂಡರ್ ಆಹ್ವಾನಿಸಲಾಗಿದೆ. website: www.kppp.karnataka.gov.in ವೆಬ್‌ಸೈಟ್: www.srirampuratown.mrc.gov.in. ಬಿಡ್ ಸಲ್ಲಿಸಲು ಕೊನೆಯ ದಿನಾಂಕ: 12-07-2024 ಸಂಜೆ 5.00 ಗಂಟೆ. ತಾಂತ್ರಿಕ ಬಿಡ್ ತೆರೆಯುವ ದಿನಾಂಕ: 15-07-2024 ಬೆಳಿಗ್ಗೆ 11.30 ಗಂಟೆ. ಆರ್ಥಿಕ ಬಿಡ್ ತೆರೆಯುವ ದಿನಾಂಕ: 16-07-2024 ಬೆಳಿಗ್ಗೆ 11.30 ಗಂಟೆ.	[567, 791, 889, 822]
promo-line-2	[704, 345, 892, 356]
story2-caption: ನವದೆಹಲಿಯ ಖಾಸಗಿ ಹೋಟೆಲ್‌ನಲ್ಲಿ ಏರ್ಪಡಿಸಿದ್ದ ಸಭೆಯಲ್ಲಿ ರಾಜ್ಯದ ಸಂಸದರು ಭಾಗವಹಿಸಿದರು.	[58, 899, 253, 906]
